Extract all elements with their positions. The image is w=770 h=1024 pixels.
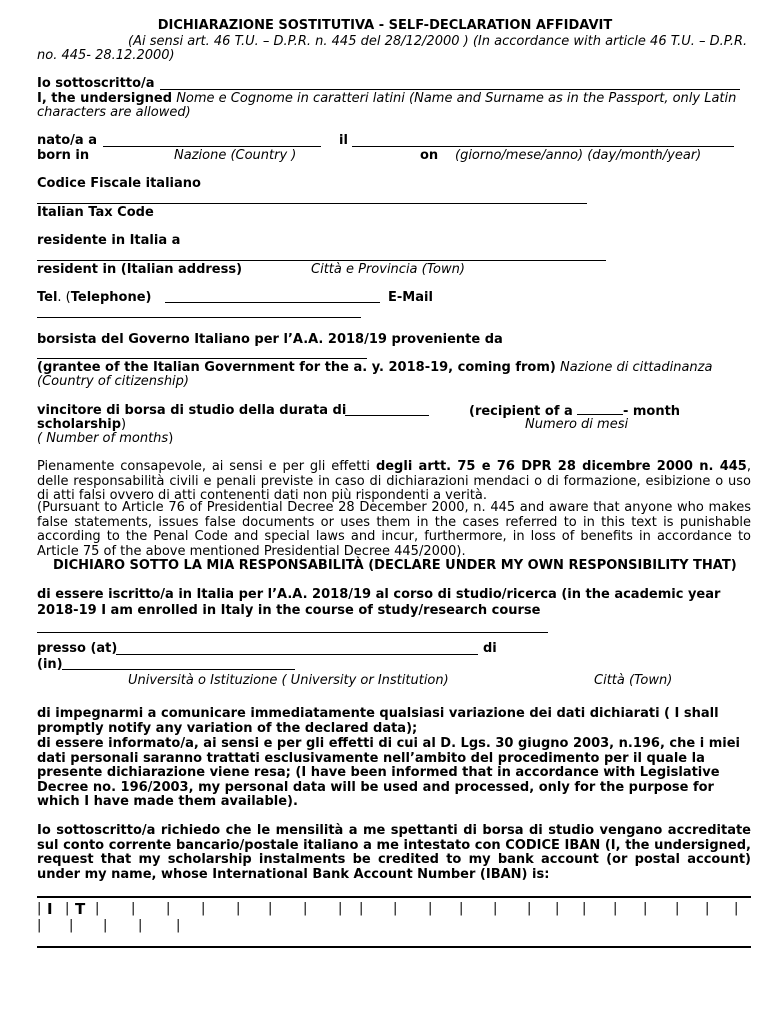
undersigned-label-it: Io sottoscritto/a xyxy=(37,76,155,91)
scholarship-months-field[interactable] xyxy=(345,415,429,416)
town-hint: Città e Provincia (Town) xyxy=(311,262,465,277)
scholarship-label-en: (recipient of a xyxy=(469,404,573,419)
nationality-hint-en: (Country of citizenship) xyxy=(37,374,189,389)
undersigned-label-en-row xyxy=(37,91,736,106)
months-hint-close: ) xyxy=(168,431,174,446)
birthdate-field[interactable] xyxy=(352,146,734,147)
tax-code-label-it: Codice Fiscale italiano xyxy=(37,176,201,191)
scholarship-close-paren: ) xyxy=(121,417,127,432)
legal-reference-line-2: no. 445- 28.12.2000) xyxy=(37,48,175,63)
course-field[interactable] xyxy=(37,632,548,633)
name-hint-line-2: characters are allowed) xyxy=(37,105,191,120)
residence-label-en: resident in (Italian address) xyxy=(37,262,243,277)
institution-di-label: di xyxy=(483,641,497,656)
scholarship-months-field-en[interactable] xyxy=(577,403,623,415)
iban-row-1[interactable]: | I | T | | | | | | | | | | | | | | | | | | | | | xyxy=(37,900,739,918)
awareness-it-post: , delle responsabilità civili e penali previste in caso di dichiarazioni mendaci o di formazione, esibizione o uso di atti falsi ovvero di atti contenenti dati non più rispondenti a verità. xyxy=(37,459,751,503)
scholarship-word-row xyxy=(37,417,126,432)
tax-code-field[interactable] xyxy=(37,203,587,204)
iban-top-rule xyxy=(37,896,751,898)
month-label: - month xyxy=(622,404,681,419)
awareness-paragraph-it xyxy=(37,460,751,504)
iban-request-paragraph: Io sottoscritto/a richiedo che le mensilità a me spettanti di borsa di studio vengano accreditate sul conto corrente bancario/postale italiano a me intestato con CODICE IBAN (I, the undersigned, request that my scholarship instalments be credited to my bank account (or postal account) under my name, whose International Bank Account Number (IBAN) is: xyxy=(37,823,751,882)
birthplace-label-en: born in xyxy=(37,148,90,163)
months-hint-en: ( Number of months xyxy=(37,431,169,446)
tel-label-en: Telephone) xyxy=(70,290,152,305)
tel-label-part: Tel xyxy=(37,290,58,305)
commitment-paragraph: di impegnarmi a comunicare immediatamente qualsiasi variazione dei dati dichiarati ( I shall promptly notify any variation of the declared data); xyxy=(37,706,719,736)
iban-row-2[interactable]: | | | | | xyxy=(37,918,181,933)
date-format-hint: (giorno/mese/anno) (day/month/year) xyxy=(455,148,702,163)
institution-town-hint: Città (Town) xyxy=(594,673,673,688)
iban-prefix-t: T xyxy=(75,900,86,918)
privacy-paragraph xyxy=(37,737,751,810)
residence-label-it: residente in Italia a xyxy=(37,233,181,248)
awareness-it-pre: Pienamente consapevole, ai sensi e per gli effetti xyxy=(37,459,376,474)
birthdate-label-it: il xyxy=(339,133,348,148)
institution-field[interactable] xyxy=(116,654,478,655)
name-field[interactable] xyxy=(160,89,740,90)
scholarship-word: scholarship xyxy=(37,417,122,432)
grantee-label-en-row xyxy=(37,360,712,375)
months-hint-it: Numero di mesi xyxy=(525,417,629,432)
awareness-it-bold: degli artt. 75 e 76 DPR 28 dicembre 2000 n. 445 xyxy=(375,459,747,474)
country-hint: Nazione (Country ) xyxy=(174,148,297,163)
email-label: E-Mail xyxy=(388,290,433,305)
birthplace-label-it: nato/a a xyxy=(37,133,97,148)
privacy-en: I have been informed that in accordance with Legislative Decree no. 196/2003, my personal data will be used and processed, only for the purpose for which I have made them available). xyxy=(37,765,720,809)
grantee-label-en: (grantee of the Italian Government for the a. y. 2018-19, coming from) xyxy=(37,360,556,375)
scholarship-label-it: vincitore di borsa di studio della durata di xyxy=(37,403,347,418)
months-hint-en-row xyxy=(37,431,173,446)
iban-bottom-rule xyxy=(37,946,751,948)
university-hint: Università o Istituzione ( University or Institution) xyxy=(128,673,449,688)
awareness-paragraph-en: (Pursuant to Article 76 of Presidential Decree 28 December 2000, n. 445 and aware that anyone who makes false statements, issues false documents or uses them in the cases referred to in this text is punishable according to the Penal Code and special laws and incur, furthermore, in loss of benefits in accordance to Article 75 of the above mentioned Presidential Decree 445/2000). xyxy=(37,500,751,559)
undersigned-label-en: I, the undersigned xyxy=(37,91,173,106)
legal-reference-line-1: (Ai sensi art. 46 T.U. – D.P.R. n. 445 del 28/12/2000 ) (In accordance with article 46 T.U. – D.P.R. xyxy=(128,34,748,49)
declaration-heading: DICHIARO SOTTO LA MIA RESPONSABILITÀ (DECLARE UNDER MY OWN RESPONSIBILITY THAT) xyxy=(53,558,737,573)
residence-field[interactable] xyxy=(37,260,606,261)
institution-label-en: (in) xyxy=(37,657,63,672)
tel-label-sep: . ( xyxy=(57,290,71,305)
name-hint: Nome e Cognome in caratteri latini (Name and Surname as in the Passport, only Latin xyxy=(176,91,737,106)
tax-code-label-en: Italian Tax Code xyxy=(37,205,154,220)
birthplace-field[interactable] xyxy=(103,146,321,147)
iban-prefix-i: I xyxy=(47,900,53,918)
institution-town-field[interactable] xyxy=(62,669,295,670)
privacy-it: di essere informato/a, ai sensi e per gli effetti di cui al D. Lgs. 30 giugno 2003, n.196, che i miei dati personali saranno trattati esclusivamente nell’ambito del procedimento per il quale la presente dichiarazione viene resa; ( xyxy=(37,736,740,780)
grantee-label-it: borsista del Governo Italiano per l’A.A. 2018/19 proveniente da xyxy=(37,332,503,347)
telephone-label xyxy=(37,290,152,305)
email-field[interactable] xyxy=(37,317,361,318)
birthdate-label-en: on xyxy=(420,148,439,163)
nationality-hint: Nazione di cittadinanza xyxy=(560,360,713,375)
grantee-country-field[interactable] xyxy=(37,358,367,359)
page-title: DICHIARAZIONE SOSTITUTIVA - SELF-DECLARATION AFFIDAVIT xyxy=(157,18,613,33)
enrolled-line-2: 2018-19 I am enrolled in Italy in the course of study/research course xyxy=(37,603,541,618)
institution-label-it: presso (at) xyxy=(37,641,118,656)
enrolled-line-1: di essere iscritto/a in Italia per l’A.A. 2018/19 al corso di studio/ricerca (in the academic year xyxy=(37,587,721,602)
telephone-field[interactable] xyxy=(165,302,380,303)
